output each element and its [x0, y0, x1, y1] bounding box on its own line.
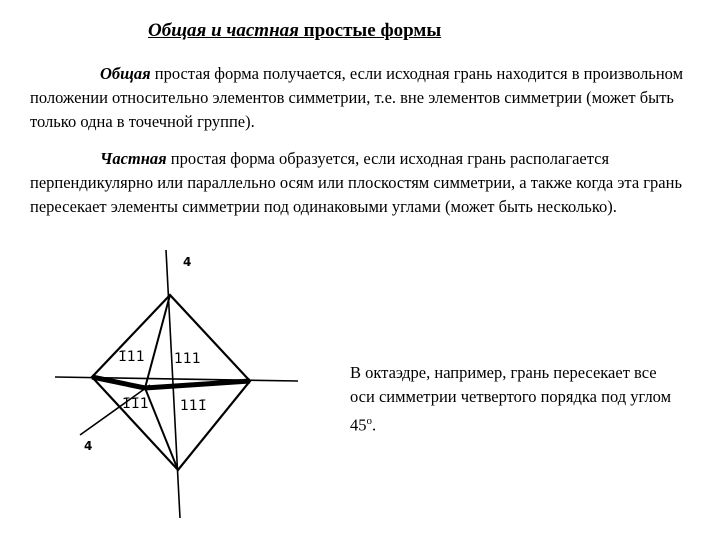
general-form-term: Общая	[100, 64, 151, 83]
top-axis-label: 4	[183, 255, 192, 269]
octahedron-caption	[350, 361, 680, 438]
title-italic-part: Общая и частная	[148, 20, 299, 41]
caption-end: .	[372, 415, 377, 435]
face-label-lower-left: 1̄1̄1	[122, 396, 149, 412]
caption-degree: o	[366, 415, 372, 427]
face-label-upper-left: 1̄11	[118, 349, 145, 365]
particular-form-term: Частная	[100, 149, 167, 168]
caption-text: В октаэдре, например, грань пересекает все оси симметрии четвертого порядка под углом 45	[350, 363, 672, 435]
general-form-text: простая форма получается, если исходная грань находится в произвольном положении относительно элементов симметрии, т.е. вне элементов симметрии (может быть только одна в точечной группе).	[30, 64, 684, 131]
title-regular-part: простые формы	[298, 20, 442, 41]
particular-form-text: простая форма образуется, если исходная грань располагается перпендикулярно или параллельно осям или плоскостям симметрии, а также когда эта грань пересекает элементы симметрии под одинаковыми углами (может быть несколько).	[30, 149, 682, 216]
front-right-edge	[145, 381, 250, 388]
face-label-upper-right: 111	[174, 351, 201, 367]
face-label-lower-right: 111̄	[180, 398, 207, 414]
lower-inner-edge	[145, 388, 178, 470]
front-axis-label: 4	[84, 439, 93, 453]
